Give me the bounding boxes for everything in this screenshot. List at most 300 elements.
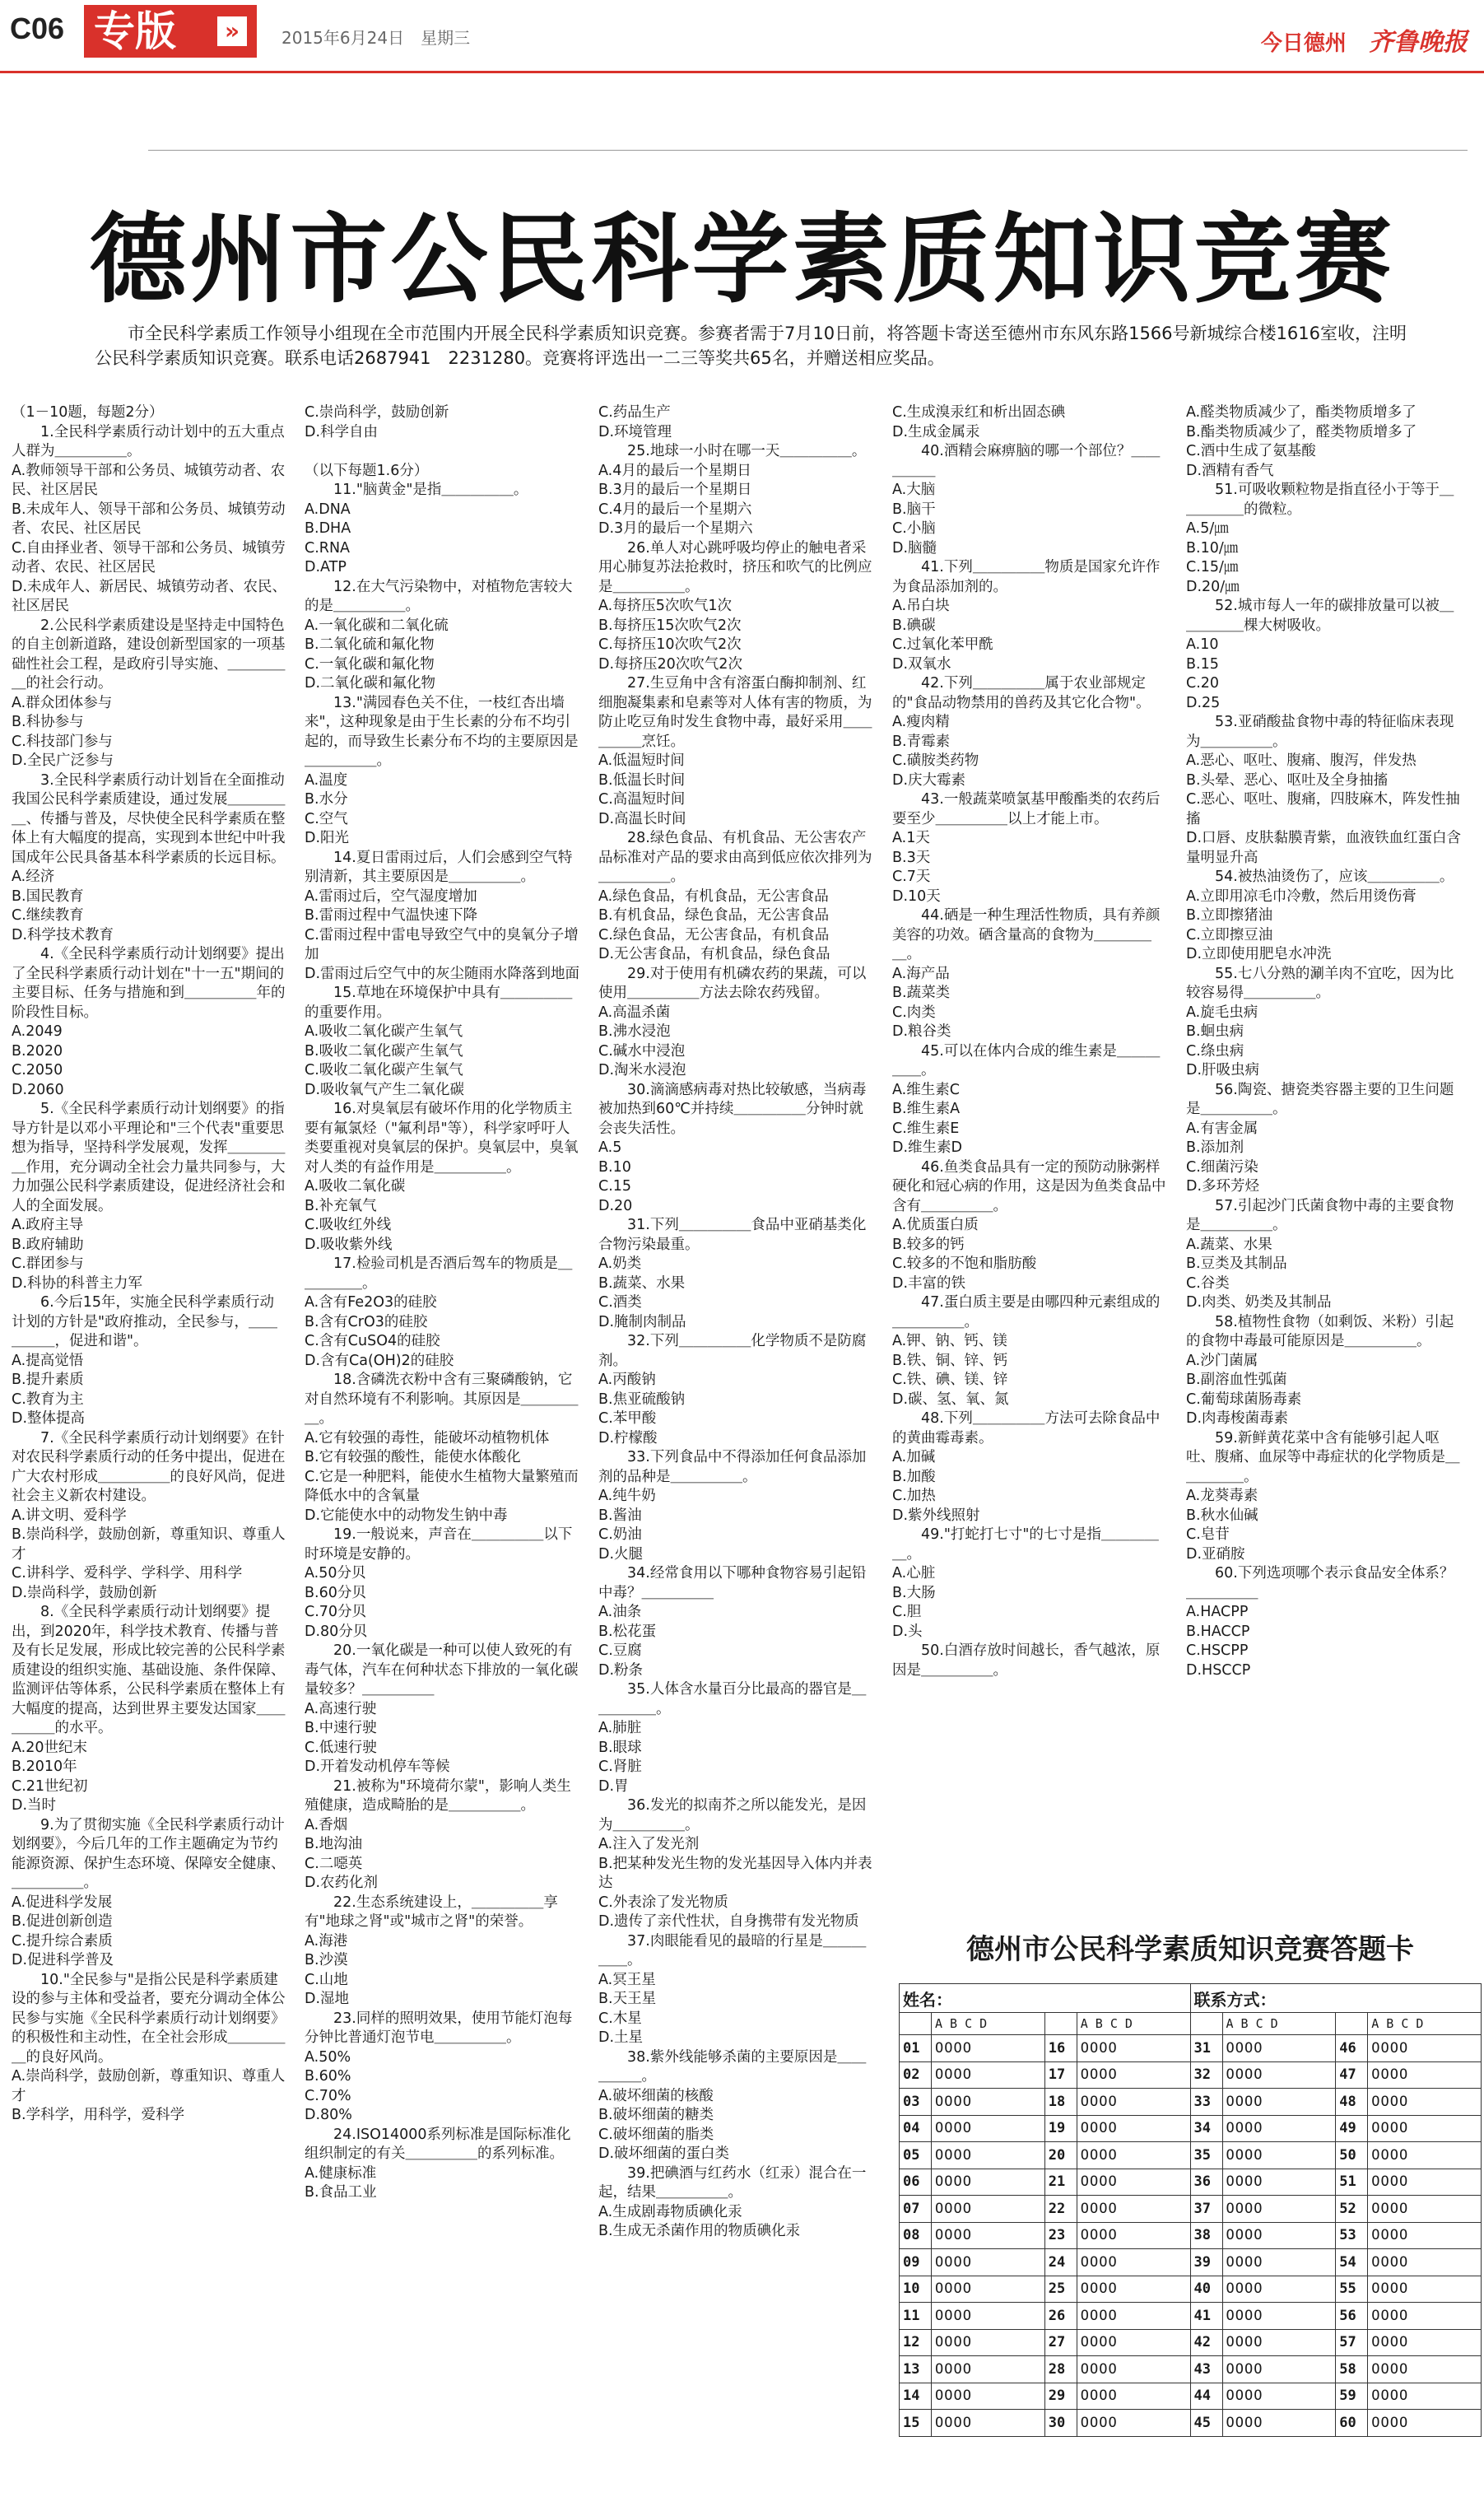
answer-option: B.把某种发光生物的发光基因导入体内并表达 [598,1855,872,1891]
answer-bubbles[interactable]: OOOO [1077,2303,1190,2330]
question-text: 46.鱼类食品具有一定的预防动脉粥样硬化和冠心病的作用，这是因为鱼类食品中含有＿＿＿＿＿。 [892,1158,1166,1214]
question-text: 52.城市每人一年的碳排放量可以被＿＿＿＿＿棵大树吸收。 [1186,598,1454,634]
question-number: 31 [1190,2035,1222,2062]
answer-row [900,2356,1482,2383]
answer-bubbles[interactable]: OOOO [1077,2329,1190,2356]
question-number: 58 [1336,2356,1368,2383]
empty-cell [1190,2013,1222,2035]
answer-option: B.水分 [305,791,348,808]
answer-option: A.恶心、呕吐、腹痛、腹泻，伴发热 [1186,752,1417,769]
answer-option: C.豆腐 [598,1642,642,1659]
answer-option: D.高温长时间 [598,810,686,827]
answer-option: D.柠檬酸 [598,1429,658,1447]
answer-option: D.肉类、奶类及其制品 [1186,1294,1332,1311]
answer-bubbles[interactable]: OOOO [932,2089,1045,2116]
answer-option: C.碱水中浸泡 [598,1042,686,1060]
answer-option: C.提升综合素质 [12,1932,113,1950]
question-number: 09 [900,2249,932,2276]
answer-option: D.未成年人、新居民、城镇劳动者、农民、社区居民 [12,578,287,614]
question-text: 32.下列＿＿＿＿＿化学物质不是防腐剂。 [598,1333,867,1369]
answer-bubbles[interactable]: OOOO [1368,2142,1482,2169]
question-text: 47.蛋白质主要是由哪四种元素组成的＿＿＿＿＿。 [892,1294,1161,1330]
answer-option: A.海港 [305,1932,348,1950]
answer-bubbles[interactable]: OOOO [932,2061,1045,2089]
answer-option: A.高速行驶 [305,1700,377,1717]
answer-option: D.全民广泛参与 [12,752,114,769]
answer-option: C.15 [598,1178,632,1195]
answer-bubbles[interactable]: OOOO [932,2276,1045,2303]
question-number: 60 [1336,2410,1368,2437]
answer-option: C.吸收红外线 [305,1217,392,1233]
answer-option: B.沙漠 [305,1952,348,1968]
question-number: 01 [900,2035,932,2062]
answer-option: D.火腿 [598,1545,644,1563]
answer-option: B.DHA [305,520,351,537]
answer-option: D.酒精有香气 [1186,462,1274,479]
answer-option: D.每挤压20次吹气2次 [598,655,742,673]
answer-option: D.粉条 [598,1661,644,1679]
answer-option: D.土星 [598,2029,644,2046]
answer-row [900,2115,1482,2142]
question-number: 41 [1190,2303,1222,2330]
answer-bubbles[interactable]: OOOO [1368,2276,1482,2303]
answer-bubbles[interactable]: OOOO [1368,2303,1482,2330]
question-text: 39.把碘酒与红药水（红汞）混合在一起，结果＿＿＿＿＿。 [598,2164,867,2201]
answer-option: D.10天 [892,887,941,905]
answer-option: B.吸收二氧化碳产生氧气 [305,1042,463,1060]
answer-bubbles[interactable]: OOOO [1368,2249,1482,2276]
answer-option: C.低速行驶 [305,1739,377,1756]
answer-option: A.温度 [305,771,348,789]
answer-option: A.海产品 [892,965,950,982]
answer-bubbles[interactable]: OOOO [932,2196,1045,2223]
answer-bubbles[interactable]: OOOO [1077,2061,1190,2089]
answer-bubbles[interactable]: OOOO [1077,2169,1190,2196]
question-number: 05 [900,2142,932,2169]
answer-option: B.二氧化硫和氟化物 [305,636,435,653]
answer-bubbles[interactable]: OOOO [1222,2249,1336,2276]
question-text: 35.人体含水量百分比最高的器官是＿＿＿＿＿。 [598,1681,867,1717]
answer-option: B.眼球 [598,1739,642,1756]
answer-option: D.无公害食品，有机食品，绿色食品 [598,946,830,962]
answer-option: B.补充氧气 [305,1197,377,1214]
answer-bubbles[interactable]: OOOO [1368,2035,1482,2062]
answer-option: C.讲科学、爱科学、学科学、用科学 [12,1565,243,1582]
question-text: 28.绿色食品、有机食品、无公害农产品标准对产品的要求由高到低应依次排列为＿＿＿＿＿。 [598,830,872,885]
answer-bubbles[interactable]: OOOO [932,2142,1045,2169]
question-number: 08 [900,2222,932,2249]
answer-bubbles[interactable]: OOOO [1077,2115,1190,2142]
question-number: 28 [1044,2356,1077,2383]
question-number: 18 [1044,2089,1077,2116]
answer-option: A.高温杀菌 [598,1004,671,1021]
question-text: 27.生豆角中含有溶蛋白酶抑制剂、红细胞凝集素和皂素等对人体有害的物质，为防止吃豆角时发生食物中毒，最好采用＿＿＿＿＿烹饪。 [598,675,872,750]
answer-option: D.口唇、皮肤黏膜青紫，血液铁血红蛋白含量明显升高 [1186,830,1462,866]
question-column-4 [892,403,1168,1680]
answer-option: D.遗传了亲代性状，自身携带有发光物质 [598,1913,859,1930]
answer-option: B.含有CrO3的硅胶 [305,1313,428,1330]
answer-option: B.它有较强的酸性，能使水体酸化 [305,1449,521,1465]
answer-option: C.自由择业者、领导干部和公务员、城镇劳动者、农民、社区居民 [12,539,286,575]
answer-option: A.经济 [12,869,55,885]
answer-option: C.每挤压10次吹气2次 [598,636,742,653]
answer-bubbles[interactable]: OOOO [1368,2356,1482,2383]
answer-option: C.教育为主 [12,1391,84,1408]
page-number: C06 [10,12,65,45]
question-number: 24 [1044,2249,1077,2276]
question-number: 52 [1336,2196,1368,2223]
answer-bubbles[interactable]: OOOO [1077,2196,1190,2223]
answer-option: B.添加剂 [1186,1139,1244,1156]
answer-option: A.2049 [12,1023,63,1040]
answer-option: A.吊白块 [892,598,950,614]
answer-option: C.崇尚科学，鼓励创新 [305,404,449,421]
answer-bubbles[interactable]: OOOO [1222,2115,1336,2142]
question-number: 59 [1336,2383,1368,2410]
answer-bubbles[interactable]: OOOO [1368,2329,1482,2356]
answer-option: A.4月的最后一个星期日 [598,462,751,479]
question-text: 4.《全民科学素质行动计划纲要》提出了全民科学素质行动计划在"十一五"期间的主要目标、任务与措施和到＿＿＿＿＿年的阶段性目标。 [12,946,286,1021]
answer-option: B.雷雨过程中气温快速下降 [305,907,478,924]
answer-option: A.冥王星 [598,1971,656,1988]
answer-option: A.群众团体参与 [12,694,113,711]
answer-bubbles[interactable]: OOOO [1222,2383,1336,2410]
answer-bubbles[interactable]: OOOO [1077,2383,1190,2410]
question-number: 37 [1190,2196,1222,2223]
question-column-3 [598,403,874,2242]
answer-option: B.2010年 [12,1759,77,1775]
answer-option: A.有害金属 [1186,1120,1258,1137]
answer-bubbles[interactable]: OOOO [932,2222,1045,2249]
answer-option: C.肾脏 [598,1759,642,1775]
answer-bubbles[interactable]: OOOO [1222,2169,1336,2196]
question-number: 02 [900,2061,932,2089]
answer-option: D.肝吸虫病 [1186,1062,1260,1078]
question-number: 06 [900,2169,932,2196]
answer-option: C.含有CuSO4的硅胶 [305,1333,440,1349]
question-text: 37.肉眼能看见的最暗的行星是＿＿＿＿＿。 [598,1932,867,1968]
question-text: 34.经常食用以下哪种食物容易引起铅中毒？＿＿＿＿＿ [598,1565,867,1601]
question-text: 53.亚硝酸盐食物中毒的特征临床表现为＿＿＿＿＿。 [1186,714,1454,750]
answer-bubbles[interactable]: OOOO [1222,2142,1336,2169]
answer-option: B.食品工业 [305,2184,377,2201]
double-chevron-icon: » [217,16,247,46]
question-text: 21.被称为"环境荷尔蒙"，影响人类生殖健康，造成畸胎的是＿＿＿＿＿。 [305,1777,571,1814]
answer-option: B.脑干 [892,501,936,518]
question-column-2 [305,403,580,2203]
answer-option: A.政府主导 [12,1217,84,1233]
answer-option: C.绿色食品，无公害食品，有机食品 [598,926,830,943]
answer-option: A.20世纪末 [12,1739,87,1756]
question-number: 26 [1044,2303,1077,2330]
answer-option: D.亚硝胺 [1186,1545,1245,1563]
answer-option: C.较多的不饱和脂肪酸 [892,1256,1037,1272]
answer-row [900,2089,1482,2116]
answer-option: D.吸收氧气产生二氧化碳 [305,1081,465,1098]
question-number: 29 [1044,2383,1077,2410]
answer-bubbles[interactable]: OOOO [1222,2410,1336,2437]
question-text: 19.一般说来，声音在＿＿＿＿＿以下时环境是安静的。 [305,1526,573,1563]
answer-option: A.旋毛虫病 [1186,1004,1258,1021]
answer-bubbles[interactable]: OOOO [1077,2035,1190,2062]
question-number: 57 [1336,2329,1368,2356]
answer-option: D.碳、氢、氧、氮 [892,1391,1009,1408]
question-text: 33.下列食品中不得添加任何食品添加剂的品种是＿＿＿＿＿。 [598,1449,867,1485]
answer-option: C.胆 [892,1604,922,1620]
answer-option: C.皂苷 [1186,1526,1230,1543]
answer-option: B.蔬菜、水果 [598,1274,686,1292]
question-text: 12.在大气污染物中，对植物危害较大的是＿＿＿＿＿。 [305,578,573,614]
question-text: 11."脑黄金"是指＿＿＿＿＿。 [333,482,528,498]
answer-bubbles[interactable]: OOOO [932,2303,1045,2330]
answer-option: B.大肠 [892,1584,936,1601]
question-number: 45 [1190,2410,1222,2437]
question-text: 29.对于使用有机磷农药的果蔬，可以使用＿＿＿＿＿方法去除农药残留。 [598,965,867,1001]
answer-row [900,2329,1482,2356]
answer-option: D.80% [305,2107,352,2123]
answer-option: A.它有较强的毒性，能破坏动植物机体 [305,1429,550,1447]
answer-option: B.铁、铜、锌、钙 [892,1352,1008,1369]
answer-option: C.恶心、呕吐、腹痛，四肢麻木，阵发性抽搐 [1186,791,1460,827]
answer-option: D.20/㎛ [1186,578,1240,595]
answer-bubbles[interactable]: OOOO [1368,2222,1482,2249]
question-number: 40 [1190,2276,1222,2303]
page-header [0,0,1484,82]
question-text: 9.为了贯彻实施《全民科学素质行动计划纲要》，今后几年的工作主题确定为节约能源资源、保护生态环境、保障安全健康、＿＿＿＿＿。 [12,1816,286,1891]
answer-option: C.酒中生成了氨基酸 [1186,443,1316,459]
answer-row [900,2196,1482,2223]
answer-bubbles[interactable]: OOOO [1222,2303,1336,2330]
answer-bubbles[interactable]: OOOO [1222,2089,1336,2116]
answer-option: D.肉毒梭菌毒素 [1186,1410,1289,1427]
answer-option: C.群团参与 [12,1256,84,1272]
answer-option: A.香烟 [305,1816,348,1833]
answer-option: C.生成溴汞红和析出固态碘 [892,404,1066,421]
answer-option: D.科学技术教育 [12,926,114,943]
answer-option: B.2020 [12,1042,63,1060]
answer-option: A.沙门菌属 [1186,1352,1258,1369]
answer-option: D.80分贝 [305,1623,368,1640]
question-number: 10 [900,2276,932,2303]
answer-bubbles[interactable]: OOOO [1077,2276,1190,2303]
answer-option: A.生成剧毒物质碘化汞 [598,2203,742,2220]
answer-option: D.雷雨过后空气中的灰尘随雨水降落到地面 [305,965,580,982]
answer-bubbles[interactable]: OOOO [1077,2249,1190,2276]
answer-bubbles[interactable]: OOOO [932,2356,1045,2383]
answer-option: D.生成金属汞 [892,423,980,440]
answer-option: C.吸收二氧化碳产生氧气 [305,1062,463,1078]
answer-option: B.政府辅助 [12,1236,84,1253]
answer-option: C.15/㎛ [1186,559,1239,575]
answer-option: A.龙葵毒素 [1186,1488,1258,1504]
answer-bubbles[interactable]: OOOO [1077,2410,1190,2437]
answer-option: B.60% [305,2068,351,2085]
question-number: 51 [1336,2169,1368,2196]
issue-date: 2015年6月24日 星期三 [281,28,471,48]
answer-bubbles[interactable]: OOOO [1222,2061,1336,2089]
answer-option: B.科协参与 [12,714,84,730]
answer-option: C.二噁英 [305,1855,363,1872]
question-text: 57.引起沙门氏菌食物中毒的主要食物是＿＿＿＿＿。 [1186,1197,1454,1233]
answer-option: B.蛔虫病 [1186,1023,1244,1040]
answer-option: D.丰富的铁 [892,1274,966,1292]
answer-bubbles[interactable]: OOOO [932,2249,1045,2276]
answer-bubbles[interactable]: OOOO [1077,2222,1190,2249]
answer-option: C.雷雨过程中雷电导致空气中的臭氧分子增加 [305,926,579,962]
question-number: 49 [1336,2115,1368,2142]
answer-option: A.钾、钠、钙、镁 [892,1333,1007,1349]
question-text: 8.《全民科学素质行动计划纲要》提出，到2020年，科学技术教育、传播与普及有长足发展，形成比较完善的公民科学素质建设的组织实施、基础设施、条件保障、监测评估等体系，公民科学素质在整体上有大幅度的提高，达到世界主要发达国家＿＿＿＿＿的水平。 [12,1604,286,1736]
answer-bubbles[interactable]: OOOO [1368,2089,1482,2116]
question-column-1 [12,403,287,2126]
answer-bubbles[interactable]: OOOO [1368,2061,1482,2089]
intro-paragraph: 市全民科学素质工作领导小组现在全市范围内开展全民科学素质知识竞赛。参赛者需于7月10日前，将答题卡寄送至德州市东风东路1566号新城综合楼1616室收，注明公民科学素质知识竞赛。联系电话2687941 2231280。竞赛将评选出一二三等奖共65名，并赠送相应奖品。 [95,324,1407,368]
answer-option: C.立即擦豆油 [1186,926,1273,943]
answer-bubbles[interactable]: OOOO [932,2169,1045,2196]
question-text: 60.下列选项哪个表示食品安全体系？＿＿＿＿＿ [1186,1565,1454,1601]
question-text: 2.公民科学素质建设是坚持走中国特色的自主创新道路，建设创新型国家的一项基础性社会工程，是政府引导实施、＿＿＿＿＿的社会行动。 [12,617,286,692]
question-text: 55.七八分熟的涮羊肉不宜吃，因为比较容易得＿＿＿＿＿。 [1186,965,1454,1001]
answer-option: C.加热 [892,1488,936,1504]
question-number: 54 [1336,2249,1368,2276]
question-text: 23.同样的照明效果，使用节能灯泡每分钟比普通灯泡节电＿＿＿＿＿。 [305,2010,573,2046]
answer-card-table [899,1983,1482,2437]
answer-option: C.HSCPP [1186,1642,1249,1659]
answer-bubbles[interactable]: OOOO [1222,2276,1336,2303]
answer-bubbles[interactable]: OOOO [932,2329,1045,2356]
answer-option: C.谷类 [1186,1274,1230,1292]
answer-option: D.HSCCP [1186,1661,1251,1679]
answer-option: A.DNA [305,501,351,518]
answer-option: B.沸水浸泡 [598,1023,671,1040]
answer-option: C.酒类 [598,1294,642,1311]
answer-bubbles[interactable]: OOOO [1077,2142,1190,2169]
question-text: 30.滴滴感病毒对热比较敏感，当病毒被加热到60℃并持续＿＿＿＿＿分钟时就会丧失活性。 [598,1081,867,1137]
answer-option: B.3天 [892,849,931,866]
answer-option: C.木星 [598,2010,642,2027]
answer-option: C.21世纪初 [12,1777,88,1795]
answer-bubbles[interactable]: OOOO [1222,2329,1336,2356]
answer-option: A.加碱 [892,1449,936,1465]
answer-bubbles[interactable]: OOOO [932,2383,1045,2410]
question-text: 26.单人对心跳呼吸均停止的触电者采用心肺复苏法抢救时，挤压和吹气的比例应是＿＿＿＿＿。 [598,539,872,595]
question-text: 22.生态系统建设上，＿＿＿＿＿享有"地球之肾"或"城市之肾"的荣誉。 [305,1894,558,1930]
answer-row [900,2303,1482,2330]
question-number: 46 [1336,2035,1368,2062]
answer-option: A.吸收二氧化碳 [305,1178,406,1195]
answer-option: A.讲文明、爱科学 [12,1507,127,1524]
question-text: 50.白酒存放时间越长，香气越浓，原因是＿＿＿＿＿。 [892,1642,1161,1679]
answer-option: B.3月的最后一个星期日 [598,482,752,498]
answer-bubbles[interactable]: OOOO [1222,2222,1336,2249]
answer-bubbles[interactable]: OOOO [1368,2115,1482,2142]
answer-option: D.促进科学普及 [12,1952,114,1968]
answer-option: A.奶类 [598,1256,642,1272]
contact-field[interactable]: 联系方式： [1190,1984,1482,2013]
answer-option: C.葡萄球菌肠毒素 [1186,1391,1302,1408]
answer-option: B.地沟油 [305,1836,363,1852]
answer-option: D.科协的科普主力军 [12,1274,143,1292]
answer-bubbles[interactable]: OOOO [932,2410,1045,2437]
empty-cell [1044,2013,1077,2035]
answer-bubbles[interactable]: OOOO [1077,2356,1190,2383]
answer-option: B.生成无杀菌作用的物质碘化汞 [598,2223,801,2239]
name-field[interactable]: 姓名： [900,1984,1191,2013]
answer-option: A.健康标准 [305,2164,377,2182]
answer-option: B.豆类及其制品 [1186,1256,1287,1272]
question-text: 13."满园春色关不住，一枝红杏出墙来"，这种现象是由于生长素的分布不均引起的，而导致生长素分布不均的主要原因是＿＿＿＿＿。 [305,694,579,769]
answer-option: C.细菌污染 [1186,1158,1258,1176]
answer-option: C.一氧化碳和氟化物 [305,655,435,673]
empty-cell [900,2013,932,2035]
answer-bubbles[interactable]: OOOO [1368,2410,1482,2437]
answer-option: B.天王星 [598,1991,657,2007]
answer-bubbles[interactable]: OOOO [1222,2196,1336,2223]
answer-row [900,2249,1482,2276]
answer-option: C.外表涂了发光物质 [598,1894,728,1911]
answer-bubbles[interactable]: OOOO [1222,2356,1336,2383]
answer-option: B.破坏细菌的糖类 [598,2107,714,2123]
answer-option: A.5 [598,1139,622,1156]
answer-option: B.加酸 [892,1468,936,1485]
answer-option: A.破坏细菌的核酸 [598,2087,714,2104]
option-header: A B C D [932,2013,1045,2035]
answer-option: C.肉类 [892,1004,936,1021]
answer-option: D.3月的最后一个星期六 [598,520,753,537]
answer-option: A.促进科学发展 [12,1894,113,1911]
answer-bubbles[interactable]: OOOO [1368,2169,1482,2196]
question-text: 7.《全民科学素质行动计划纲要》在针对农民科学素质行动的任务中提出，促进在广大农村形成＿＿＿＿＿的良好风尚，促进社会主义新农村建设。 [12,1429,286,1504]
answer-bubbles[interactable]: OOOO [1368,2383,1482,2410]
newspaper-logo: 齐鲁晚报 [1369,28,1468,57]
answer-option: B.10 [598,1158,631,1176]
answer-card-title: 德州市公民科学素质知识竞赛答题卡 [966,1933,1414,1966]
answer-option: B.碘碳 [892,617,936,634]
answer-option: D.阳光 [305,830,350,846]
answer-bubbles[interactable]: OOOO [1077,2089,1190,2116]
answer-option: B.酱油 [598,1507,642,1524]
question-text: 40.酒精会麻痹脑的哪一个部位？＿＿＿＿＿ [892,443,1161,479]
question-number: 48 [1336,2089,1368,2116]
answer-option: D.维生素D [892,1139,963,1156]
option-header: A B C D [1368,2013,1482,2035]
answer-bubbles[interactable]: OOOO [1222,2035,1336,2062]
question-number: 04 [900,2115,932,2142]
answer-bubbles[interactable]: OOOO [932,2115,1045,2142]
answer-option: D.庆大霉素 [892,771,966,789]
answer-option: C.过氧化苯甲酰 [892,636,993,653]
question-text: 25.地球一小时在哪一天＿＿＿＿＿。 [627,443,867,459]
answer-bubbles[interactable]: OOOO [1368,2196,1482,2223]
answer-bubbles[interactable]: OOOO [932,2035,1045,2062]
answer-row [900,2035,1482,2062]
answer-option: C.维生素E [892,1120,960,1137]
question-number: 23 [1044,2222,1077,2249]
question-text: 59.新鲜黄花菜中含有能够引起人呕吐、腹痛、血尿等中毒症状的化学物质是＿＿＿＿＿。 [1186,1429,1460,1485]
answer-option: C.7天 [892,869,931,885]
answer-option: D.25 [1186,694,1221,711]
question-number: 15 [900,2410,932,2437]
question-text: 18.含磷洗衣粉中含有三聚磷酸钠，它对自然环境有不利影响。其原因是＿＿＿＿＿。 [305,1372,579,1427]
answer-option: C.它是一种肥料，能使水生植物大量繁殖而降低水中的含氧量 [305,1468,579,1504]
answer-option: B.崇尚科学，鼓励创新，尊重知识、尊重人才 [12,1526,286,1563]
answer-option: B.每挤压15次吹气2次 [598,617,742,634]
option-header: A B C D [1077,2013,1190,2035]
answer-option: D.吸收紫外线 [305,1236,393,1253]
question-number: 25 [1044,2276,1077,2303]
question-number: 42 [1190,2329,1222,2356]
answer-option: A.崇尚科学，鼓励创新，尊重知识、尊重人才 [12,2068,286,2104]
